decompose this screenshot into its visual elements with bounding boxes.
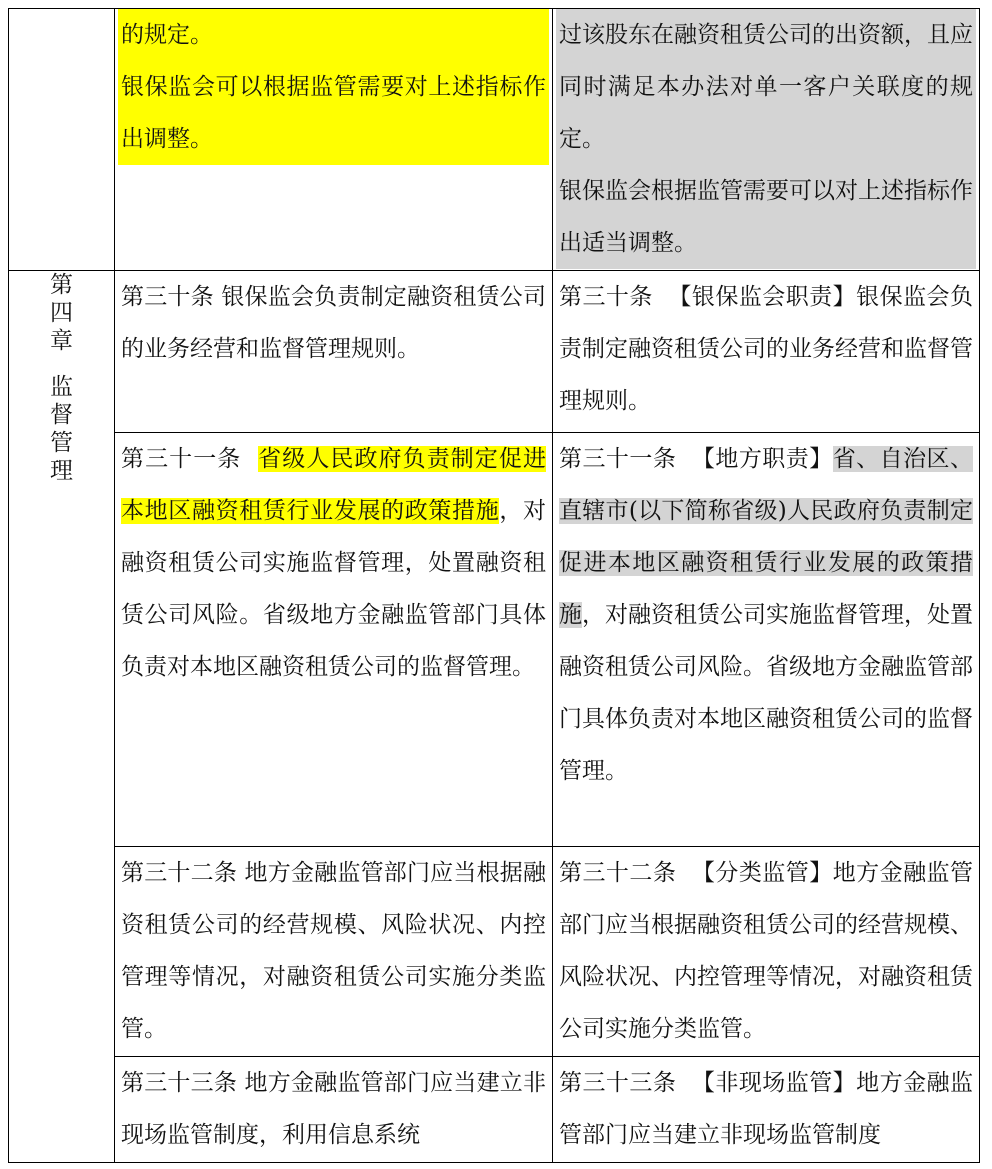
table-row	[9, 847, 980, 1057]
chapter-cell	[9, 271, 115, 1163]
article-text	[115, 433, 552, 693]
shaded-text: 省、自治区、直辖市(以下简称省级)人民政府负责制定促进本地区融资租赁行业发展的政策措施	[559, 446, 974, 628]
article-text: 第三十二条 地方金融监管部门应当根据融资租赁公司的经营规模、风险状况、内控管理等情况，对融资租赁公司实施分类监管。	[121, 860, 546, 1042]
article-body: ，对融资租赁公司实施监督管理，处置融资租赁公司风险。省级地方金融监管部门具体负责对本地区融资租赁公司的监督管理。	[559, 602, 973, 784]
old-text-cell	[115, 9, 553, 271]
article-body: 银保监会负责制定融资租赁公司的业务经营和监督管理规则。	[559, 284, 974, 414]
new-text-cell	[553, 847, 980, 1057]
article-body: 地方金融监管部门应当建立非现场监管制度	[559, 1070, 974, 1148]
article-body: 地方金融监管部门应当根据融资租赁公司的经营规模、风险状况、内控管理等情况，对融资租赁公司实施分类监管。	[559, 860, 974, 1042]
highlighted-paragraph	[118, 9, 549, 165]
article-body: ，对融资租赁公司实施监督管理，处置融资租赁公司风险。省级地方金融监管部门具体负责对本地区融资租赁公司的监督管理。	[121, 498, 547, 680]
chapter-title: 监督管理	[50, 374, 73, 484]
article-number: 第三十一条	[559, 446, 692, 472]
chapter-label	[49, 271, 75, 485]
new-text-cell	[553, 1057, 980, 1163]
table-row	[9, 9, 980, 271]
shaded-paragraph	[556, 9, 976, 269]
article-tag: 【地方职责】	[691, 446, 833, 472]
old-text-cell	[115, 271, 553, 433]
article-number: 第三十条	[559, 284, 669, 310]
old-text-cell	[115, 433, 553, 847]
paragraph: 银保监会根据监管需要可以对上述指标作出适当调整。	[559, 178, 973, 256]
article-tag: 【银保监会职责】	[668, 284, 857, 310]
highlighted-text: 省级人民政府负责制定促进本地区融资租赁行业发展的政策措施	[121, 446, 547, 524]
regulation-comparison-table	[8, 8, 980, 1163]
article-tag: 【非现场监管】	[691, 1070, 857, 1096]
article-text	[553, 1057, 979, 1161]
table-row	[9, 433, 980, 847]
article-text: 第三十三条 地方金融监管部门应当建立非现场监管制度，利用信息系统	[121, 1070, 546, 1148]
new-text-cell	[553, 271, 980, 433]
article-text	[553, 271, 979, 427]
article-number: 第三十一条	[121, 446, 259, 472]
table-row	[9, 271, 980, 433]
article-tag: 【分类监管】	[691, 860, 833, 886]
paragraph: 过该股东在融资租赁公司的出资额，且应同时满足本办法对单一客户关联度的规定。	[559, 22, 973, 152]
chapter-number: 第四章	[50, 272, 73, 354]
article-number: 第三十二条	[559, 860, 692, 886]
new-text-cell	[553, 433, 980, 847]
new-text-cell	[553, 9, 980, 271]
chapter-cell-empty	[9, 9, 115, 271]
article-text	[553, 433, 979, 797]
article-text: 第三十条 银保监会负责制定融资租赁公司的业务经营和监督管理规则。	[121, 284, 546, 362]
paragraph: 的规定。	[121, 22, 213, 48]
table-row	[9, 1057, 980, 1163]
article-number: 第三十三条	[559, 1070, 692, 1096]
paragraph: 银保监会可以根据监管需要对上述指标作出调整。	[121, 74, 546, 152]
old-text-cell	[115, 847, 553, 1057]
article-text	[553, 847, 979, 1055]
old-text-cell	[115, 1057, 553, 1163]
